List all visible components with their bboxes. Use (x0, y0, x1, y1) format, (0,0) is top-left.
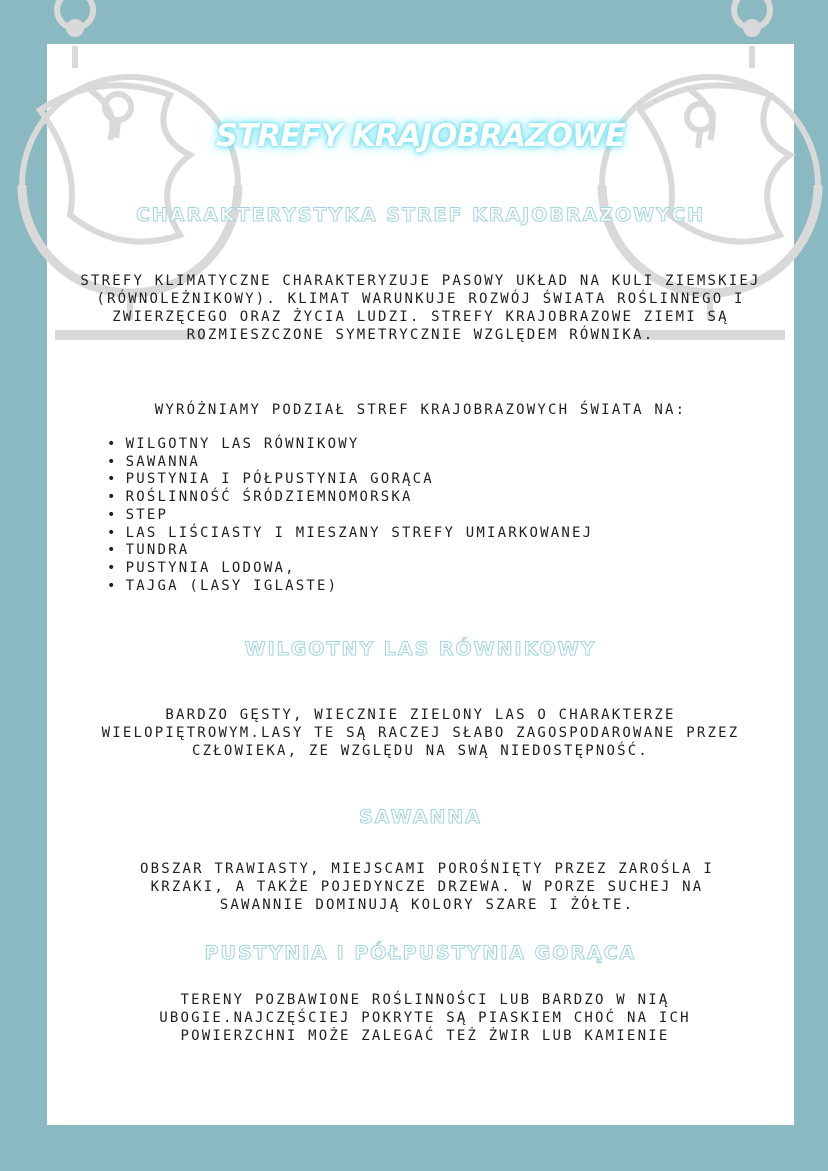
zones-list (107, 436, 593, 595)
subtitle: CHARAKTERYSTYKA STREF KRAJOBRAZOWYCH (135, 204, 706, 226)
section-heading-desert: PUSTYNIA I PÓŁPUSTYNIA GORĄCA (204, 942, 637, 964)
list-item: • SAWANNA (107, 454, 593, 472)
section-heading-savanna: SAWANNA (359, 806, 482, 828)
section-text-rainforest: BARDZO GĘSTY, WIECZNIE ZIELONY LAS O CHARAKTERZE WIELOPIĘTROWYM.LASY TE SĄ RACZEJ SŁABO ZAGOSPODAROWANE PRZEZ CZŁOWIEKA, ZE WZGLĘDU NA SWĄ NIEDOSTĘPNOŚĆ. (101, 707, 740, 759)
list-item: • TAJGA (LASY IGLASTE) (107, 578, 593, 596)
page-title: STREFY KRAJOBRAZOWE (215, 118, 626, 154)
list-item: • PUSTYNIA LODOWA, (107, 560, 593, 578)
zones-list-heading: WYRÓŻNIAMY PODZIAŁ STREF KRAJOBRAZOWYCH ŚWIATA NA: (154, 402, 687, 418)
document-content (47, 44, 794, 1125)
list-item: • ROŚLINNOŚĆ ŚRÓDZIEMNOMORSKA (107, 489, 593, 507)
intro-paragraph: STREFY KLIMATYCZNE CHARAKTERYZUJE PASOWY UKŁAD NA KULI ZIEMSKIEJ (RÓWNOLEŻNIKOWY). KLIMAT WARUNKUJE ROZWÓJ ŚWIATA ROŚLINNEGO I ZWIERZĘCEGO ORAZ ŻYCIA LUDZI. STREFY KRAJOBRAZOWE ZIEMI SĄ ROZMIESZCZONE SYMETRYCZNIE WZGLĘDEM RÓWNIKA. (80, 273, 761, 343)
list-item: • LAS LIŚCIASTY I MIESZANY STREFY UMIARKOWANEJ (107, 525, 593, 543)
list-item: • TUNDRA (107, 542, 593, 560)
list-item: • STEP (107, 507, 593, 525)
section-text-desert: TERENY POZBAWIONE ROŚLINNOŚCI LUB BARDZO W NIĄ UBOGIE.NAJCZĘŚCIEJ POKRYTE SĄ PIASKIEM CHOĆ NA ICH POWIERZCHNI MOŻE ZALEGAĆ TEŻ ŻWIR LUB KAMIENIE (159, 992, 691, 1044)
list-item: • WILGOTNY LAS RÓWNIKOWY (107, 436, 593, 454)
section-text-savanna: OBSZAR TRAWIASTY, MIEJSCAMI POROŚNIĘTY PRZEZ ZAROŚLA I KRZAKI, A TAKŻE POJEDYNCZE DRZEWA. W PORZE SUCHEJ NA SAWANNIE DOMINUJĄ KOLORY SZARE I ŻÓŁTE. (140, 861, 714, 913)
section-heading-rainforest: WILGOTNY LAS RÓWNIKOWY (244, 638, 597, 660)
list-item: • PUSTYNIA I PÓŁPUSTYNIA GORĄCA (107, 471, 593, 489)
